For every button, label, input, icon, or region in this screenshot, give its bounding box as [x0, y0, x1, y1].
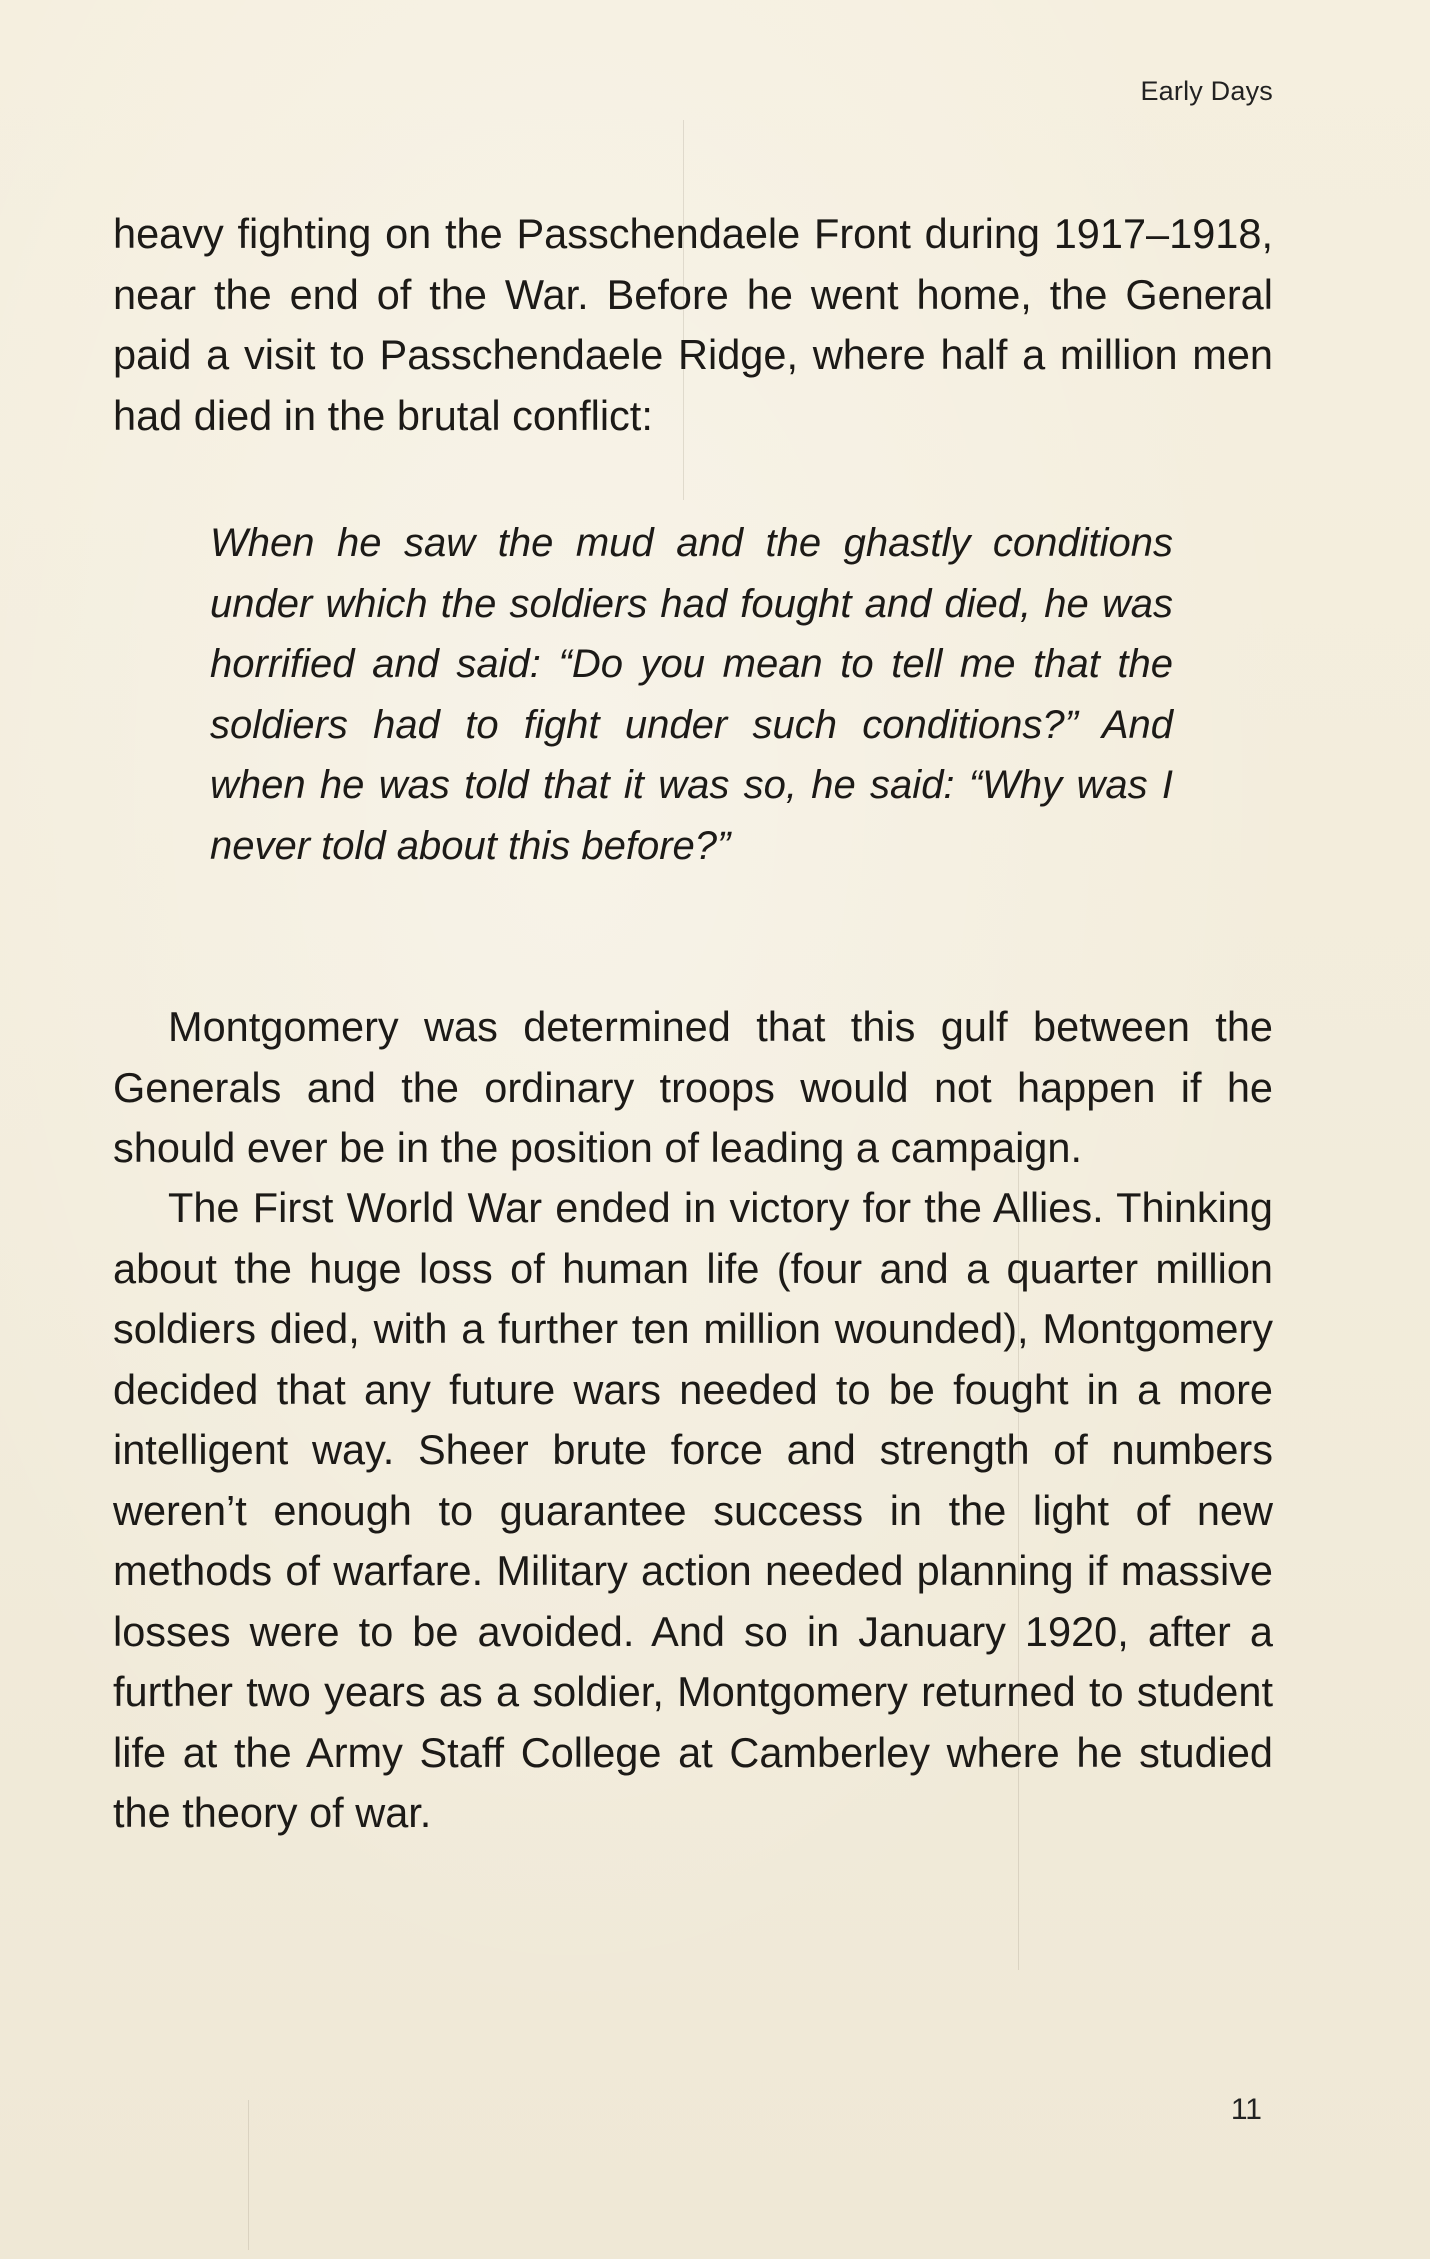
- paragraph-3: The First World War ended in victory for the Allies. Thinking about the huge loss of human life (four and a quarter million soldiers died, with a further ten million wounded), Montgomery decided that any future wars needed to be fought in a more intelligent way. Sheer brute force and strength of numbers weren’t enough to guarantee success in the light of new methods of warfare. Military action needed planning if massive losses were to be avoided. And so in January 1920, after a further two years as a soldier, Montgomery returned to student life at the Army Staff College at Camberley where he studied the theory of war.: [113, 1184, 1273, 1836]
- paragraph-2: Montgomery was determined that this gulf between the Generals and the ordinary troops would not happen if he should ever be in the position of leading a campaign.: [113, 1003, 1273, 1171]
- block-quote: When he saw the mud and the ghastly conditions under which the soldiers had fought and died, he was horrified and said: “Do you mean to tell me that the soldiers had to fight under such conditions?” And when he was told that it was so, he said: “Why was I never told about this before?”: [210, 521, 1173, 868]
- page-number: 11: [1230, 2093, 1262, 2126]
- running-head: Early Days: [1140, 76, 1273, 106]
- page-crease: [248, 2100, 249, 2250]
- paragraph-1: heavy fighting on the Passchendaele Front during 1917–1918, near the end of the War. Before he went home, the General paid a visit to Passchendaele Ridge, where half a million men had died in the brutal conflict:: [113, 210, 1273, 439]
